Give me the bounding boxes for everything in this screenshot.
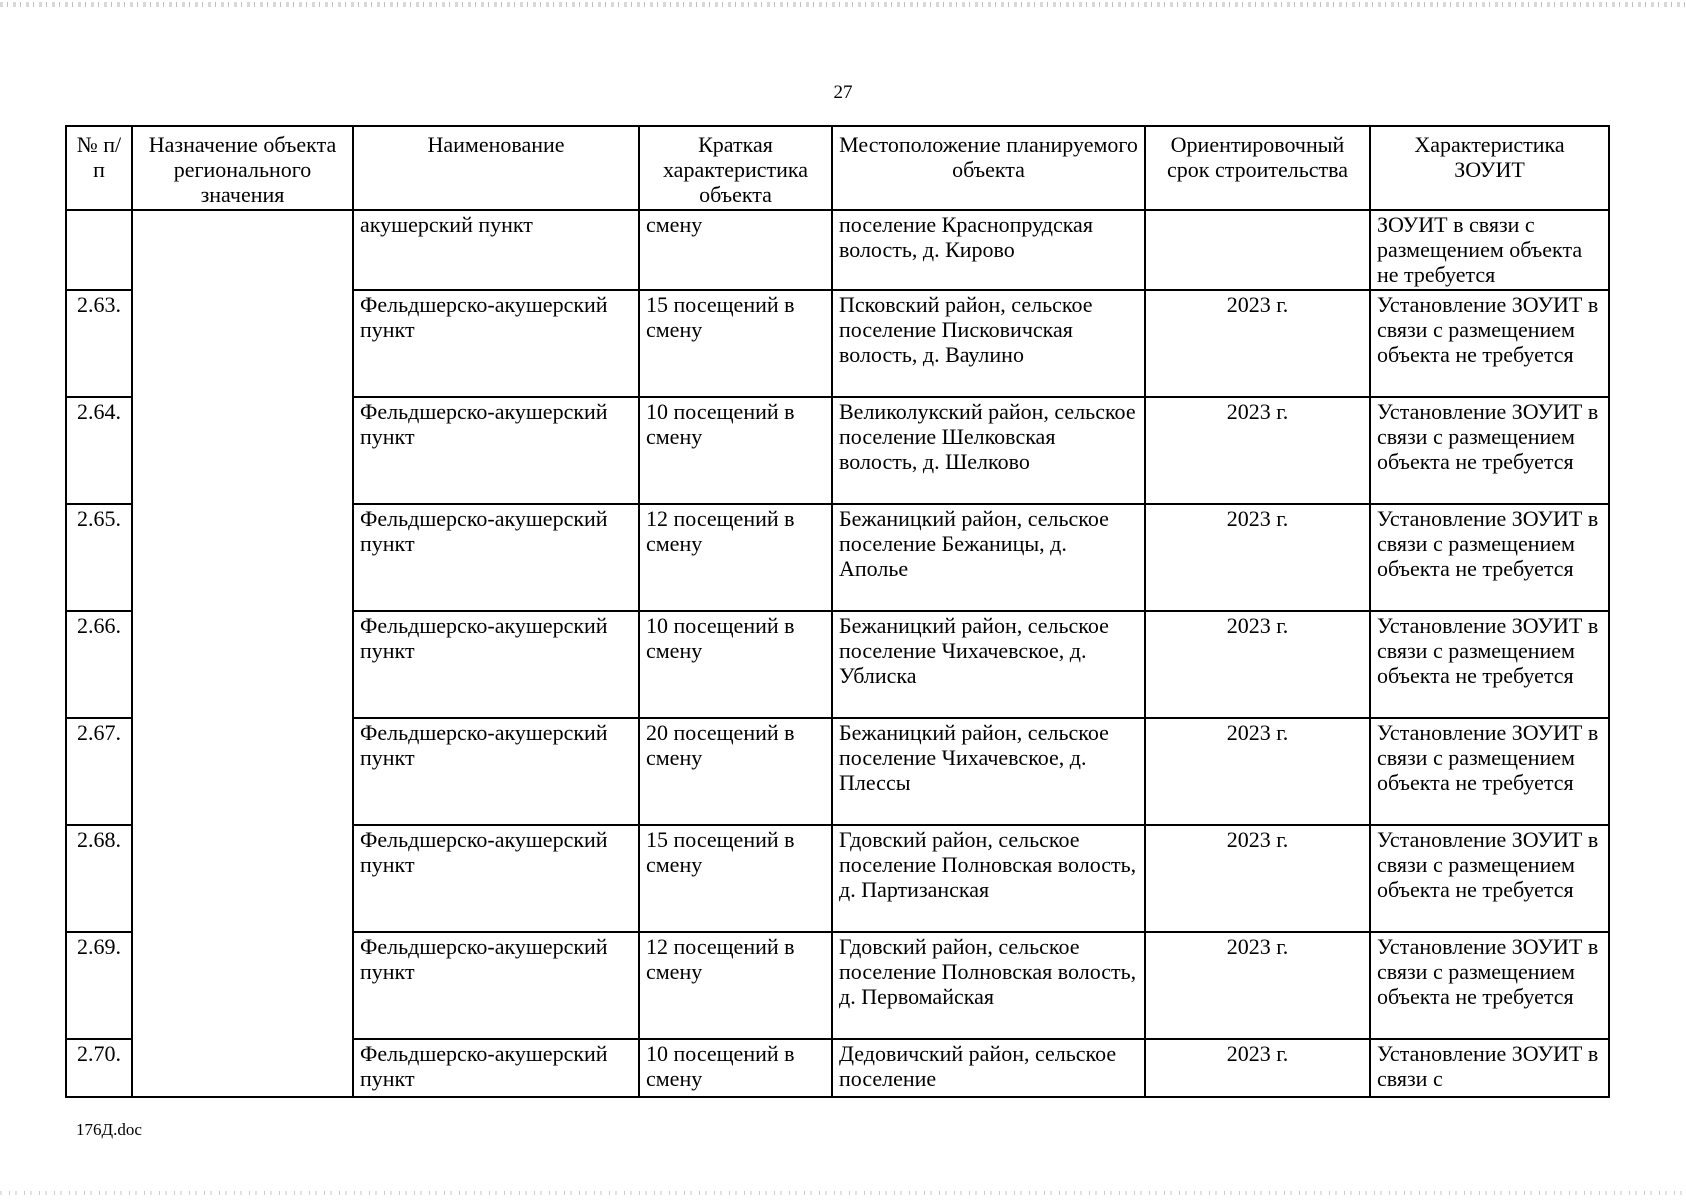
row-name: Фельдшерско-акушерский пункт <box>353 611 639 718</box>
row-name: Фельдшерско-акушерский пункт <box>353 825 639 932</box>
row-zouit: Установление ЗОУИТ в связи с размещением объекта не требуется <box>1370 932 1609 1039</box>
header-cell-zouit: Характеристика ЗОУИТ <box>1370 126 1609 210</box>
row-location: Дедовичский район, сельское поселение <box>832 1039 1145 1097</box>
row-zouit: Установление ЗОУИТ в связи с размещением объекта не требуется <box>1370 611 1609 718</box>
header-cell-name: Наименование <box>353 126 639 210</box>
row-number: 2.63. <box>66 290 132 397</box>
row-term <box>1145 210 1370 290</box>
row-number: 2.67. <box>66 718 132 825</box>
row-number: 2.65. <box>66 504 132 611</box>
row-brief: смену <box>639 210 832 290</box>
row-term: 2023 г. <box>1145 397 1370 504</box>
row-zouit: Установление ЗОУИТ в связи с <box>1370 1039 1609 1097</box>
row-zouit: ЗОУИТ в связи с размещением объекта не требуется <box>1370 210 1609 290</box>
row-name: Фельдшерско-акушерский пункт <box>353 504 639 611</box>
row-number <box>66 210 132 290</box>
row-brief: 10 посещений в смену <box>639 611 832 718</box>
row-zouit: Установление ЗОУИТ в связи с размещением объекта не требуется <box>1370 290 1609 397</box>
row-location: поселение Краснопрудская волость, д. Кирово <box>832 210 1145 290</box>
row-name: Фельдшерско-акушерский пункт <box>353 290 639 397</box>
table-header-row <box>66 126 1609 210</box>
row-zouit: Установление ЗОУИТ в связи с размещением объекта не требуется <box>1370 397 1609 504</box>
row-name: Фельдшерско-акушерский пункт <box>353 1039 639 1097</box>
row-location: Великолукский район, сельское поселение Шелковская волость, д. Шелково <box>832 397 1145 504</box>
row-brief: 20 посещений в смену <box>639 718 832 825</box>
header-cell-number: № п/п <box>66 126 132 210</box>
document-filename: 176Д.doc <box>76 1120 142 1139</box>
row-number: 2.66. <box>66 611 132 718</box>
header-cell-brief: Краткая характеристика объекта <box>639 126 832 210</box>
row-term: 2023 г. <box>1145 611 1370 718</box>
scan-edge-bottom <box>0 1191 1686 1195</box>
row-number: 2.70. <box>66 1039 132 1097</box>
row-name: Фельдшерско-акушерский пункт <box>353 718 639 825</box>
row-location: Бежаницкий район, сельское поселение Чихачевское, д. Плессы <box>832 718 1145 825</box>
row-term: 2023 г. <box>1145 718 1370 825</box>
row-location: Бежаницкий район, сельское поселение Бежаницы, д. Аполье <box>832 504 1145 611</box>
row-location: Гдовский район, сельское поселение Полновская волость, д. Партизанская <box>832 825 1145 932</box>
purpose-cell <box>132 210 353 1097</box>
row-term: 2023 г. <box>1145 504 1370 611</box>
row-brief: 10 посещений в смену <box>639 1039 832 1097</box>
header-cell-purpose: Назначение объекта регионального значения <box>132 126 353 210</box>
table-row <box>66 210 1609 290</box>
row-zouit: Установление ЗОУИТ в связи с размещением объекта не требуется <box>1370 504 1609 611</box>
row-term: 2023 г. <box>1145 290 1370 397</box>
header-cell-location: Местоположение планируемого объекта <box>832 126 1145 210</box>
row-number: 2.64. <box>66 397 132 504</box>
row-brief: 12 посещений в смену <box>639 504 832 611</box>
row-zouit: Установление ЗОУИТ в связи с размещением объекта не требуется <box>1370 718 1609 825</box>
row-location: Псковский район, сельское поселение Писковичская волость, д. Ваулино <box>832 290 1145 397</box>
row-brief: 10 посещений в смену <box>639 397 832 504</box>
row-brief: 12 посещений в смену <box>639 932 832 1039</box>
row-location: Гдовский район, сельское поселение Полновская волость, д. Первомайская <box>832 932 1145 1039</box>
row-term: 2023 г. <box>1145 825 1370 932</box>
row-brief: 15 посещений в смену <box>639 290 832 397</box>
row-name: Фельдшерско-акушерский пункт <box>353 932 639 1039</box>
row-brief: 15 посещений в смену <box>639 825 832 932</box>
page-number: 27 <box>833 82 853 103</box>
row-zouit: Установление ЗОУИТ в связи с размещением объекта не требуется <box>1370 825 1609 932</box>
row-name: акушерский пункт <box>353 210 639 290</box>
scan-edge-top <box>0 2 1686 7</box>
row-term: 2023 г. <box>1145 932 1370 1039</box>
row-number: 2.69. <box>66 932 132 1039</box>
row-location: Бежаницкий район, сельское поселение Чихачевское, д. Ублиска <box>832 611 1145 718</box>
row-number: 2.68. <box>66 825 132 932</box>
row-name: Фельдшерско-акушерский пункт <box>353 397 639 504</box>
header-cell-term: Ориентировочный срок строительства <box>1145 126 1370 210</box>
row-term: 2023 г. <box>1145 1039 1370 1097</box>
document-table <box>65 125 1610 1098</box>
